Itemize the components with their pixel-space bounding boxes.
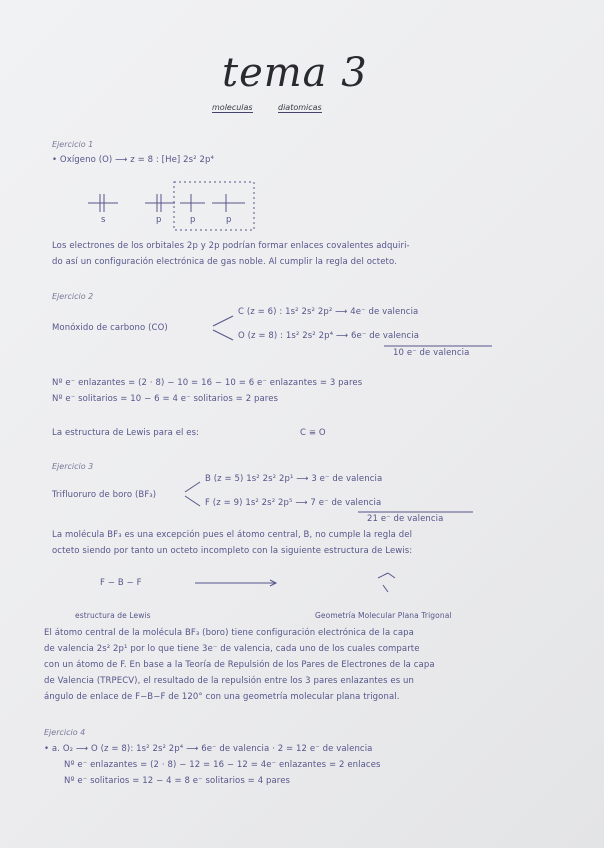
- orb-label: p: [190, 215, 196, 225]
- orb-label: s: [101, 215, 106, 225]
- orb-label: p: [156, 215, 162, 225]
- ex3-label: Trifluoruro de boro (BF₃): [52, 490, 157, 500]
- ex3-para2-line: de valencia 2s² 2p¹ por lo que tiene 3e⁻ de valencia, cada uno de los cuales comparte: [44, 644, 420, 654]
- ex3-para1-line: octeto siendo por tanto un octeto incompleto con la siguiente estructura de Lewis:: [52, 546, 413, 556]
- ex3-para2-line: ángulo de enlace de F−B−F de 120° con una geometría molecular plana trigonal.: [44, 692, 400, 702]
- subtitle-left: moleculas: [212, 103, 253, 112]
- ex4-heading: Ejercicio 4: [44, 728, 86, 737]
- ex2-c-config: C (z = 6) : 1s² 2s² 2p² ⟶ 4e⁻ de valencia: [238, 307, 419, 317]
- ex2-lewis-text: La estructura de Lewis para el es:: [52, 428, 200, 438]
- ex3-total: 21 e⁻ de valencia: [367, 514, 444, 524]
- ex3-caption-right: Geometría Molecular Plana Trigonal: [315, 611, 452, 620]
- ex2-label: Monóxido de carbono (CO): [52, 323, 168, 333]
- subtitle-right: diatomicas: [278, 103, 322, 112]
- ex3-para2-line: de Valencia (TRPECV), el resultado de la repulsión entre los 3 pares enlazantes es un: [44, 676, 415, 686]
- ex3-f-config: F (z = 9) 1s² 2s² 2p⁵ ⟶ 7 e⁻ de valencia: [205, 498, 382, 508]
- ex2-solitarios: Nº e⁻ solitarios = 10 − 6 = 4 e⁻ solitarios = 2 pares: [52, 394, 279, 404]
- ex3-caption-left: estructura de Lewis: [75, 611, 151, 620]
- ex3-b-config: B (z = 5) 1s² 2s² 2p¹ ⟶ 3 e⁻ de valencia: [205, 474, 383, 484]
- ex1-config: • Oxígeno (O) ⟶ z = 8 : [He] 2s² 2p⁴: [52, 155, 214, 165]
- ex4-line: • a. O₂ ⟶ O (z = 8): 1s² 2s² 2p⁴ ⟶ 6e⁻ de valencia · 2 = 12 e⁻ de valencia: [44, 744, 373, 754]
- ex3-lewis-structure: F − B − F: [100, 578, 142, 588]
- ex4-line: Nº e⁻ enlazantes = (2 · 8) − 12 = 16 − 12 = 4e⁻ enlazantes = 2 enlaces: [64, 760, 381, 770]
- ex3-para2-line: con un átomo de F. En base a la Teoría de Repulsión de los Pares de Electrones de la capa: [44, 660, 435, 670]
- ex3-para2-line: El átomo central de la molécula BF₃ (boro) tiene configuración electrónica de la capa: [44, 628, 414, 638]
- ex2-lewis-formula: C ≡ O: [300, 428, 326, 438]
- ex4-line: Nº e⁻ solitarios = 12 − 4 = 8 e⁻ solitarios = 4 pares: [64, 776, 291, 786]
- ex2-total: 10 e⁻ de valencia: [393, 348, 470, 358]
- ex1-para-line: do así un configuración electrónica de gas noble. Al cumplir la regla del octeto.: [52, 257, 397, 267]
- ex1-heading: Ejercicio 1: [52, 140, 94, 149]
- ex2-heading: Ejercicio 2: [52, 292, 94, 301]
- orb-label: p: [226, 215, 232, 225]
- page-title: tema 3: [222, 50, 368, 96]
- ex3-para1-line: La molécula BF₃ es una excepción pues el átomo central, B, no cumple la regla del: [52, 530, 413, 540]
- ex1-para-line: Los electrones de los orbitales 2p y 2p podrían formar enlaces covalentes adquiri-: [52, 241, 410, 251]
- ex3-heading: Ejercicio 3: [52, 462, 94, 471]
- ex2-o-config: O (z = 8) : 1s² 2s² 2p⁴ ⟶ 6e⁻ de valencia: [238, 331, 420, 341]
- ex2-enlazantes: Nº e⁻ enlazantes = (2 · 8) − 10 = 16 − 10 = 6 e⁻ enlazantes = 3 pares: [52, 378, 363, 388]
